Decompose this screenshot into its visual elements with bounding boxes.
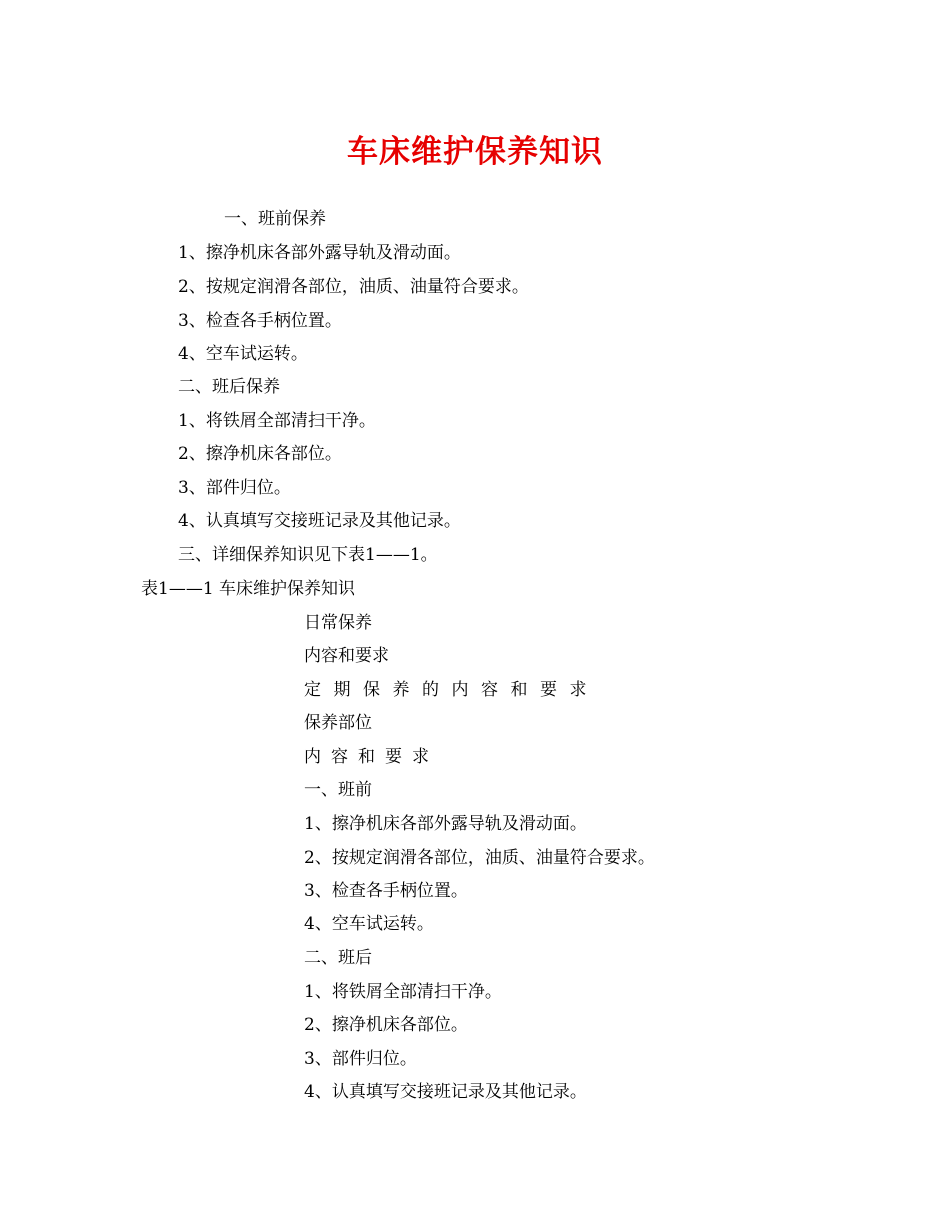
table-after-heading: 二、班后 <box>304 948 372 968</box>
section2-item: 2、擦净机床各部位。 <box>178 444 342 464</box>
section1-item: 1、擦净机床各部外露导轨及滑动面。 <box>178 243 461 263</box>
table-before-item: 1、擦净机床各部外露导轨及滑动面。 <box>304 814 587 834</box>
table-header-periodic: 定期保养的内容和要求 <box>304 680 599 700</box>
table-after-item: 2、擦净机床各部位。 <box>304 1015 468 1035</box>
table-header-content2: 内容和要求 <box>304 747 439 767</box>
section2-item: 3、部件归位。 <box>178 478 291 498</box>
document-title: 车床维护保养知识 <box>347 134 603 170</box>
table-after-item: 4、认真填写交接班记录及其他记录。 <box>304 1082 587 1102</box>
section2-item: 4、认真填写交接班记录及其他记录。 <box>178 511 461 531</box>
table-header-daily: 日常保养 <box>304 613 372 633</box>
table-after-item: 1、将铁屑全部清扫干净。 <box>304 982 502 1002</box>
table-before-heading: 一、班前 <box>304 780 372 800</box>
table-before-item: 4、空车试运转。 <box>304 914 434 934</box>
table-caption: 表1——1 车床维护保养知识 <box>141 579 356 599</box>
section1-item: 3、检查各手柄位置。 <box>178 311 342 331</box>
section3-heading: 三、详细保养知识见下表1——1。 <box>178 545 438 565</box>
section1-item: 2、按规定润滑各部位，油质、油量符合要求。 <box>178 277 529 297</box>
section2-item: 1、将铁屑全部清扫干净。 <box>178 411 376 431</box>
table-header-content: 内容和要求 <box>304 646 389 666</box>
table-after-item: 3、部件归位。 <box>304 1049 417 1069</box>
table-before-item: 3、检查各手柄位置。 <box>304 881 468 901</box>
section1-heading: 一、班前保养 <box>224 209 326 229</box>
section2-heading: 二、班后保养 <box>178 377 280 397</box>
table-before-item: 2、按规定润滑各部位，油质、油量符合要求。 <box>304 848 655 868</box>
table-header-part: 保养部位 <box>304 713 372 733</box>
section1-item: 4、空车试运转。 <box>178 344 308 364</box>
